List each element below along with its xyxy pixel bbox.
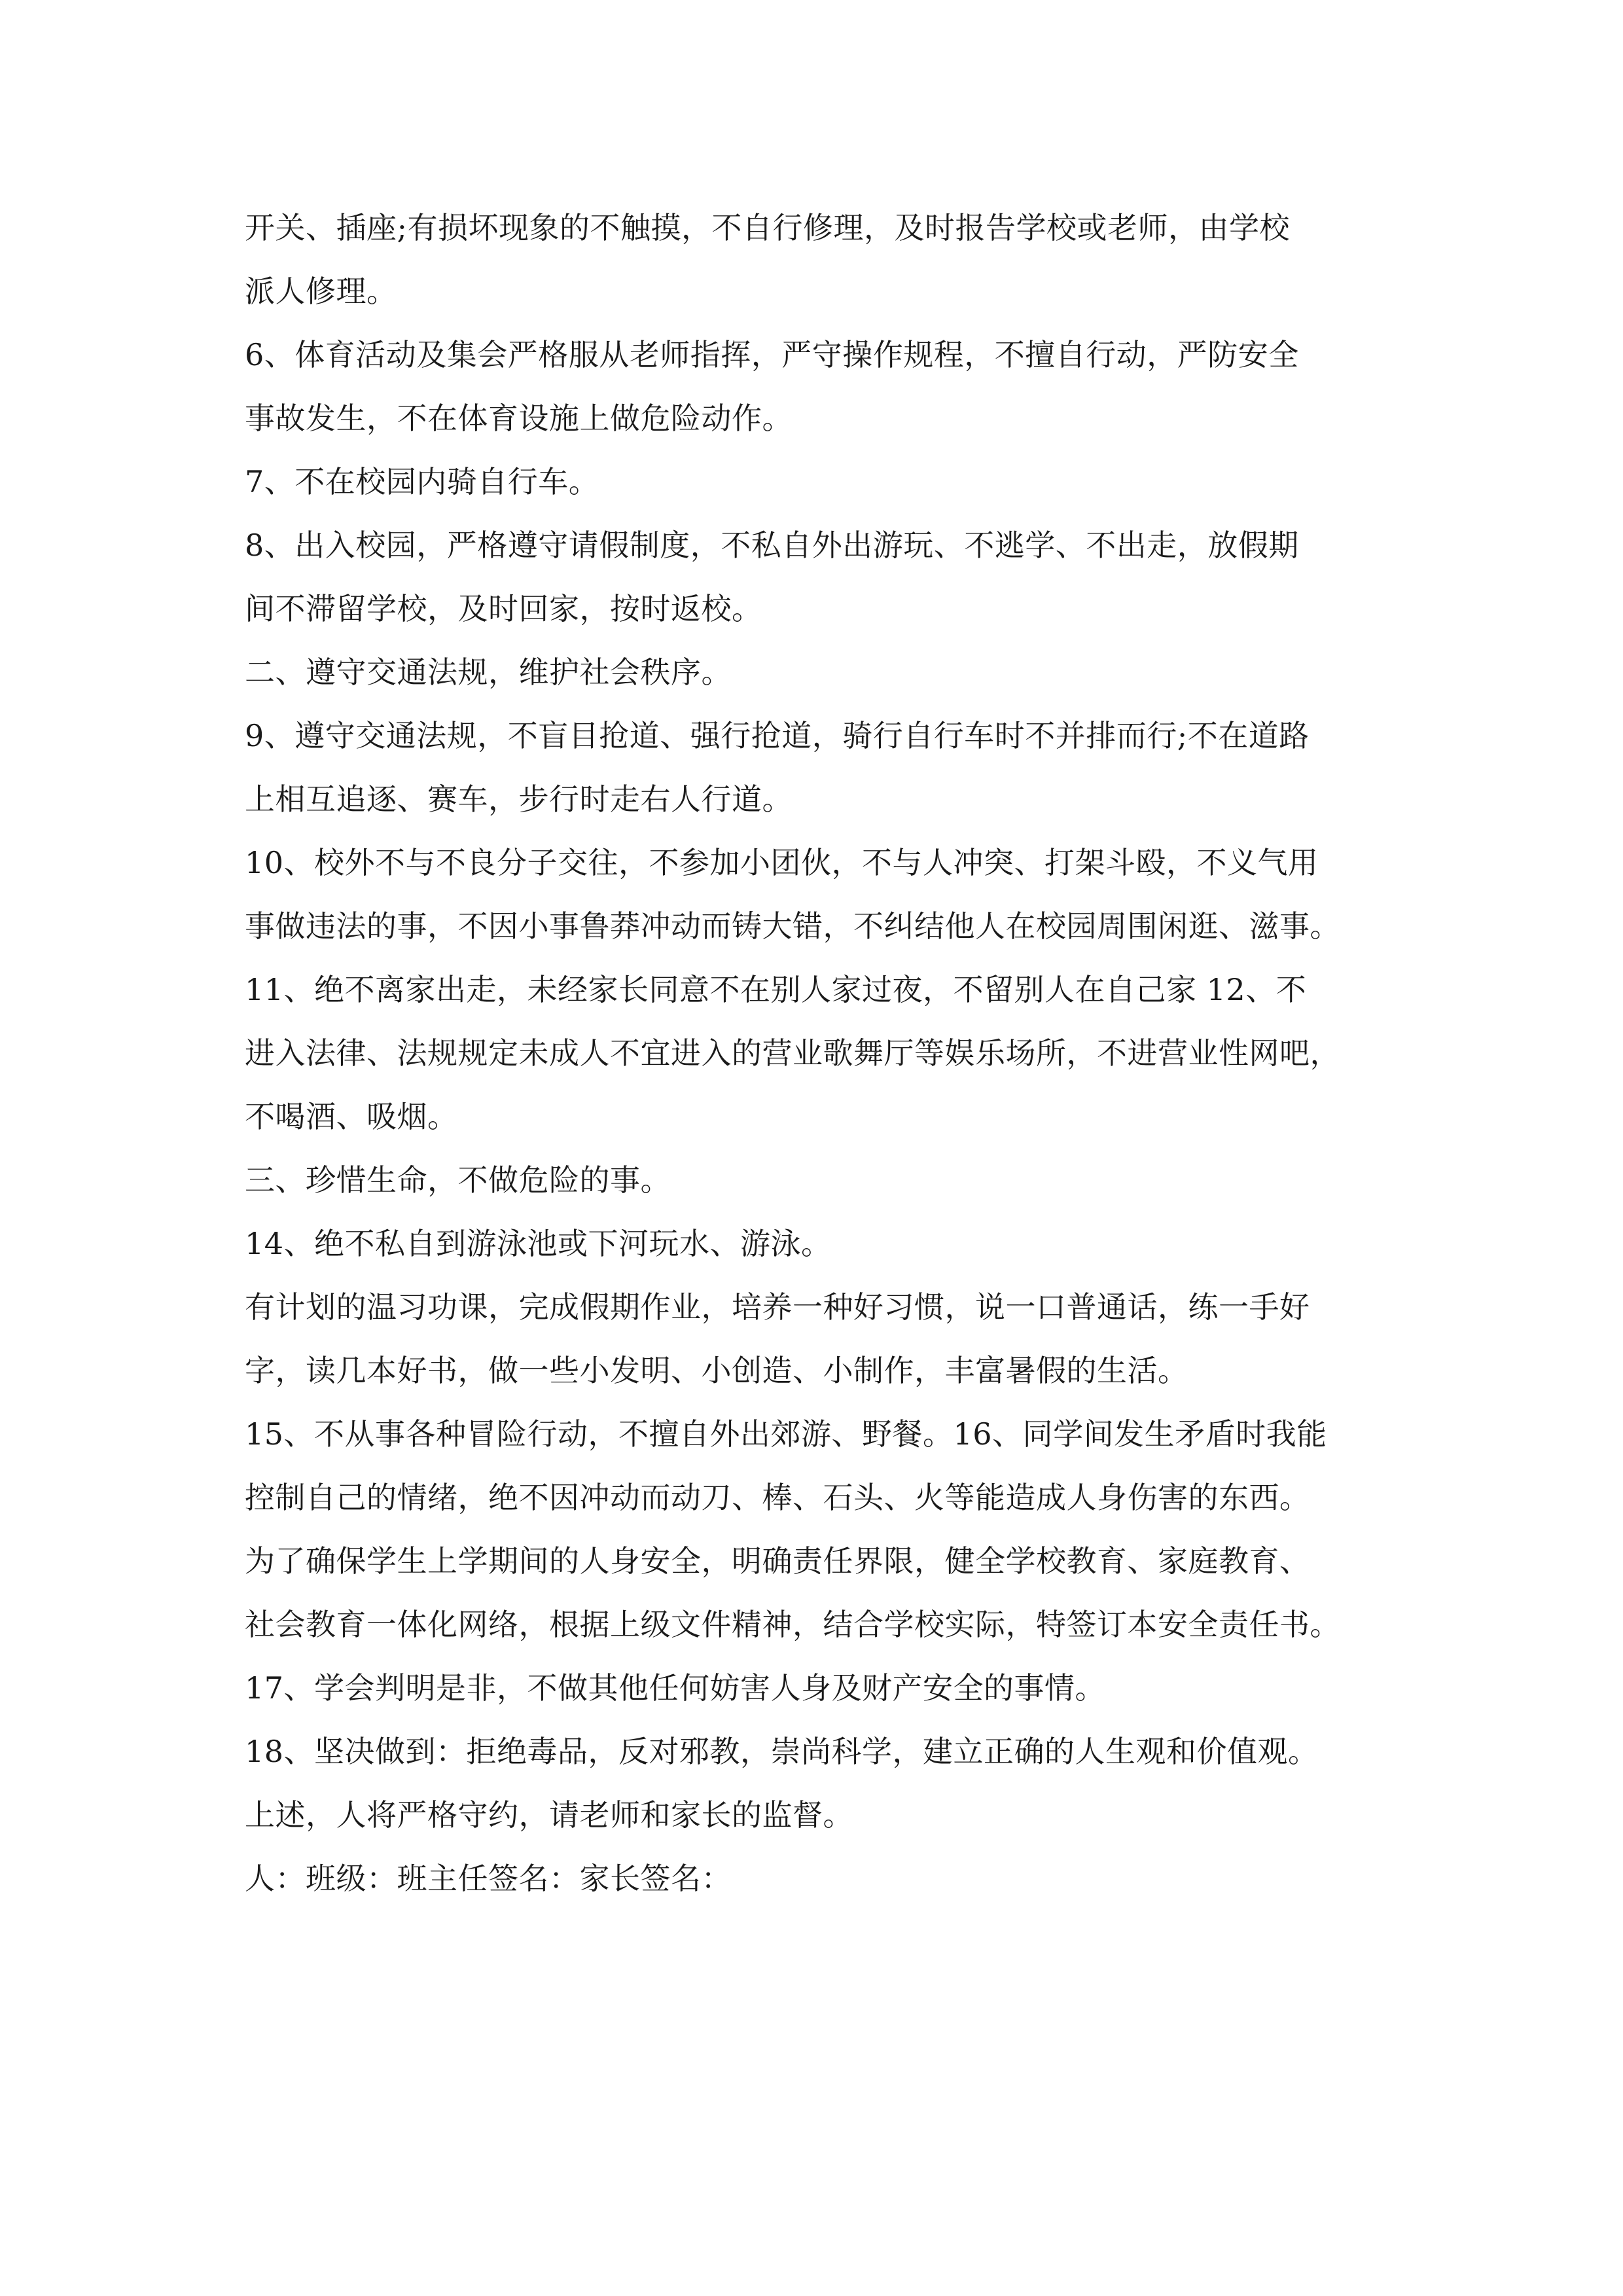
text-line-22: 为了确保学生上学期间的人身安全，明确责任界限，健全学校教育、家庭教育、 bbox=[245, 1543, 1310, 1579]
text-line-6: 8、出入校园，严格遵守请假制度，不私自外出游玩、不逃学、不出走，放假期 bbox=[245, 528, 1299, 563]
text-line-23: 社会教育一体化网络，根据上级文件精神，结合学校实际，特签订本安全责任书。 bbox=[245, 1607, 1340, 1642]
section-heading-3: 三、珍惜生命，不做危险的事。 bbox=[245, 1162, 671, 1198]
text-line-14: 进入法律、法规规定未成人不宜进入的营业歌舞厅等娱乐场所，不进营业性网吧， bbox=[245, 1035, 1340, 1071]
text-line-10: 上相互追逐、赛车，步行时走右人行道。 bbox=[245, 781, 793, 817]
text-line-18: 有计划的温习功课，完成假期作业，培养一种好习惯，说一口普通话，练一手好 bbox=[245, 1289, 1310, 1325]
text-line-17: 14、绝不私自到游泳池或下河玩水、游泳。 bbox=[245, 1226, 832, 1261]
text-line-7: 间不滞留学校，及时回家，按时返校。 bbox=[245, 591, 762, 626]
text-line-15: 不喝酒、吸烟。 bbox=[245, 1099, 458, 1134]
text-line-4: 事故发生，不在体育设施上做危险动作。 bbox=[245, 401, 793, 436]
text-line-11: 10、校外不与不良分子交往，不参加小团伙，不与人冲突、打架斗殴，不义气用 bbox=[245, 845, 1319, 880]
text-line-9: 9、遵守交通法规，不盲目抢道、强行抢道，骑行自行车时不并排而行;不在道路 bbox=[245, 718, 1310, 753]
text-line-2: 派人修理。 bbox=[245, 274, 397, 309]
section-heading-2: 二、遵守交通法规，维护社会秩序。 bbox=[245, 655, 732, 690]
text-line-20: 15、不从事各种冒险行动，不擅自外出郊游、野餐。16、同学间发生矛盾时我能 bbox=[245, 1416, 1327, 1452]
text-line-19: 字，读几本好书，做一些小发明、小创造、小制作，丰富暑假的生活。 bbox=[245, 1353, 1188, 1388]
text-line-21: 控制自己的情绪，绝不因冲动而动刀、棒、石头、火等能造成人身伤害的东西。 bbox=[245, 1480, 1310, 1515]
text-line-5: 7、不在校园内骑自行车。 bbox=[245, 464, 599, 499]
text-line-3: 6、体育活动及集会严格服从老师指挥，严守操作规程，不擅自行动，严防安全 bbox=[245, 337, 1299, 372]
text-line-24: 17、学会判明是非，不做其他任何妨害人身及财产安全的事情。 bbox=[245, 1670, 1106, 1706]
document-page bbox=[245, 196, 1416, 1910]
text-line-1: 开关、插座;有损坏现象的不触摸，不自行修理，及时报告学校或老师，由学校 bbox=[245, 210, 1290, 245]
signature-line: 人：班级：班主任签名：家长签名： bbox=[245, 1861, 732, 1896]
text-line-26: 上述，人将严格守约，请老师和家长的监督。 bbox=[245, 1797, 853, 1833]
text-line-25: 18、坚决做到：拒绝毒品，反对邪教，崇尚科学，建立正确的人生观和价值观。 bbox=[245, 1734, 1319, 1769]
text-line-13: 11、绝不离家出走，未经家长同意不在别人家过夜，不留别人在自己家 12、不 bbox=[245, 972, 1307, 1007]
text-line-12: 事做违法的事，不因小事鲁莽冲动而铸大错，不纠结他人在校园周围闲逛、滋事。 bbox=[245, 908, 1340, 944]
